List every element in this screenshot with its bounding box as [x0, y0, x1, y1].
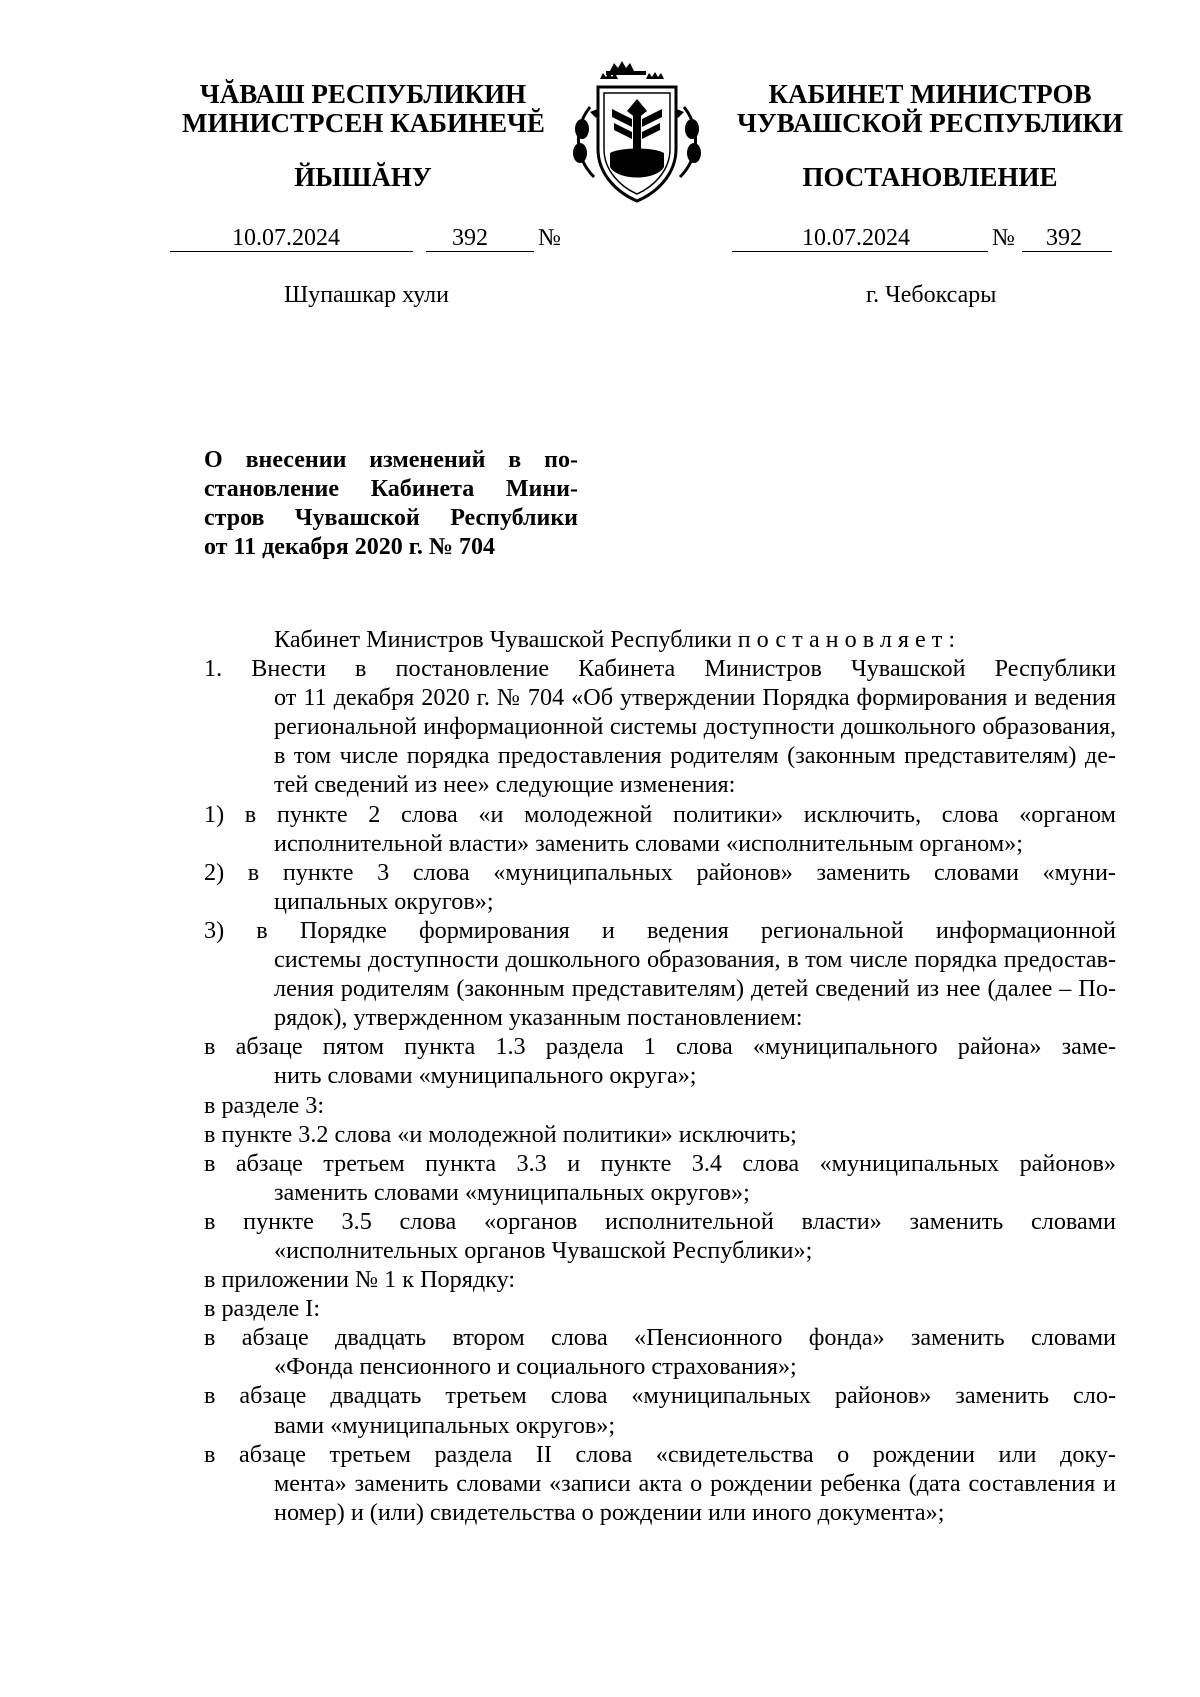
body-paragraph [204, 858, 1116, 916]
header-right-line2: ЧУВАШСКОЙ РЕСПУБЛИКИ [737, 108, 1123, 138]
paragraph-line: в абзаце двадцать втором слова «Пенсионного фонда» заменить словами [204, 1324, 1116, 1352]
paragraph-line: тей сведений из нее» следующие изменения: [274, 771, 736, 799]
left-city: Шупашкар хули [284, 282, 449, 308]
body-paragraph [204, 1294, 1116, 1323]
intro-spaced: постановляет [737, 626, 949, 653]
paragraph-line: в том числе порядка предоставления родителям (законным представителям) де- [274, 742, 1116, 770]
coat-of-arms-icon [560, 57, 714, 209]
paragraph-line: вами «муниципальных округов»; [274, 1411, 616, 1439]
paragraph-line: в пункте 3.5 слова «органов исполнительной власти» заменить словами [204, 1207, 1116, 1235]
paragraph-line: в абзаце двадцать третьем слова «муниципальных районов» заменить сло- [204, 1382, 1116, 1410]
body-paragraph [204, 654, 1116, 799]
body-paragraph [204, 1323, 1116, 1381]
intro-paragraph [204, 625, 1116, 654]
body-paragraph [204, 1381, 1116, 1439]
paragraph-line: системы доступности дошкольного образования, в том числе порядка предостав- [274, 946, 1116, 974]
paragraph-line: в разделе 3: [204, 1091, 325, 1119]
body-paragraph [204, 800, 1116, 858]
paragraph-line: в пункте 3.2 слова «и молодежной политики» исключить; [204, 1120, 797, 1148]
paragraph-line: ципальных округов»; [274, 887, 494, 915]
document-title [204, 446, 578, 562]
document-body [204, 625, 1116, 1527]
paragraph-line: «Фонда пенсионного и социального страхования»; [274, 1353, 797, 1381]
body-paragraph [204, 1091, 1116, 1120]
left-date: 10.07.2024 [232, 225, 340, 251]
intro-prefix: Кабинет Министров Чувашской Республики [274, 626, 732, 653]
paragraph-line: в абзаце третьем раздела II слова «свидетельства о рождении или доку- [204, 1440, 1116, 1468]
paragraph-line: номер) и (или) свидетельства о рождении или иного документа»; [274, 1498, 945, 1526]
paragraph-line: в разделе I: [204, 1295, 321, 1323]
title-line: стров Чувашской Республики [204, 505, 578, 531]
header-right-line1: КАБИНЕТ МИНИСТРОВ [768, 79, 1092, 109]
right-date-underline [732, 251, 988, 252]
body-paragraph [204, 1120, 1116, 1149]
body-paragraph [204, 1032, 1116, 1090]
title-line: становление Кабинета Мини- [204, 476, 578, 502]
paragraph-line: региональной информационной системы доступности дошкольного образования, [274, 713, 1116, 741]
paragraph-line: ления родителям (законным представителям) детей сведений из нее (далее – По- [274, 975, 1116, 1003]
paragraph-line: мента» заменить словами «записи акта о рождении ребенка (дата составления и [274, 1469, 1116, 1497]
right-no-sign: № [992, 225, 1015, 251]
paragraph-line: исполнительной власти» заменить словами «исполнительным органом»; [274, 829, 1023, 857]
paragraph-line: заменить словами «муниципальных округов»; [274, 1178, 750, 1206]
title-line: О внесении изменений в по- [204, 447, 578, 473]
body-paragraph [204, 916, 1116, 1032]
header-left-line2: МИНИСТРСЕН КАБИНЕЧĔ [182, 108, 545, 138]
left-number: 392 [452, 225, 488, 251]
paragraph-line: 3) в Порядке формирования и ведения региональной информационной [204, 916, 1116, 944]
title-line: от 11 декабря 2020 г. № 704 [204, 534, 496, 560]
right-number: 392 [1046, 225, 1082, 251]
paragraph-line: от 11 декабря 2020 г. № 704 «Об утверждении Порядка формирования и ведения [274, 684, 1116, 712]
intro-suffix: : [948, 626, 956, 653]
body-paragraph [204, 1149, 1116, 1207]
left-no-sign: № [538, 225, 561, 251]
paragraph-line: в абзаце пятом пункта 1.3 раздела 1 слова «муниципального района» заме- [204, 1033, 1116, 1061]
left-date-underline [170, 251, 413, 252]
paragraph-line: 2) в пункте 3 слова «муниципальных районов» заменить словами «муни- [204, 858, 1116, 886]
header-left-line1: ЧĂВАШ РЕСПУБЛИКИН [199, 79, 527, 109]
body-paragraph [204, 1207, 1116, 1265]
right-number-underline [1022, 251, 1112, 252]
body-paragraphs [204, 654, 1116, 1527]
body-paragraph [204, 1265, 1116, 1294]
body-paragraph [204, 1440, 1116, 1527]
paragraph-line: в приложении № 1 к Порядку: [204, 1266, 516, 1294]
paragraph-line: в абзаце третьем пункта 3.3 и пункте 3.4 слова «муниципальных районов» [204, 1149, 1116, 1177]
paragraph-line: «исполнительных органов Чувашской Республики»; [274, 1236, 813, 1264]
header-right-doc-type: ПОСТАНОВЛЕНИЕ [802, 162, 1058, 192]
paragraph-line: рядок), утвержденном указанным постановлением: [274, 1004, 803, 1032]
left-number-underline [426, 251, 534, 252]
right-city: г. Чебоксары [866, 282, 997, 308]
paragraph-line: нить словами «муниципального округа»; [274, 1062, 697, 1090]
paragraph-line: 1. Внести в постановление Кабинета Министров Чувашской Республики [204, 655, 1116, 683]
right-date: 10.07.2024 [802, 225, 910, 251]
paragraph-line: 1) в пункте 2 слова «и молодежной политики» исключить, слова «органом [204, 800, 1116, 828]
header-left-doc-type: ЙЫШĂНУ [294, 162, 432, 192]
